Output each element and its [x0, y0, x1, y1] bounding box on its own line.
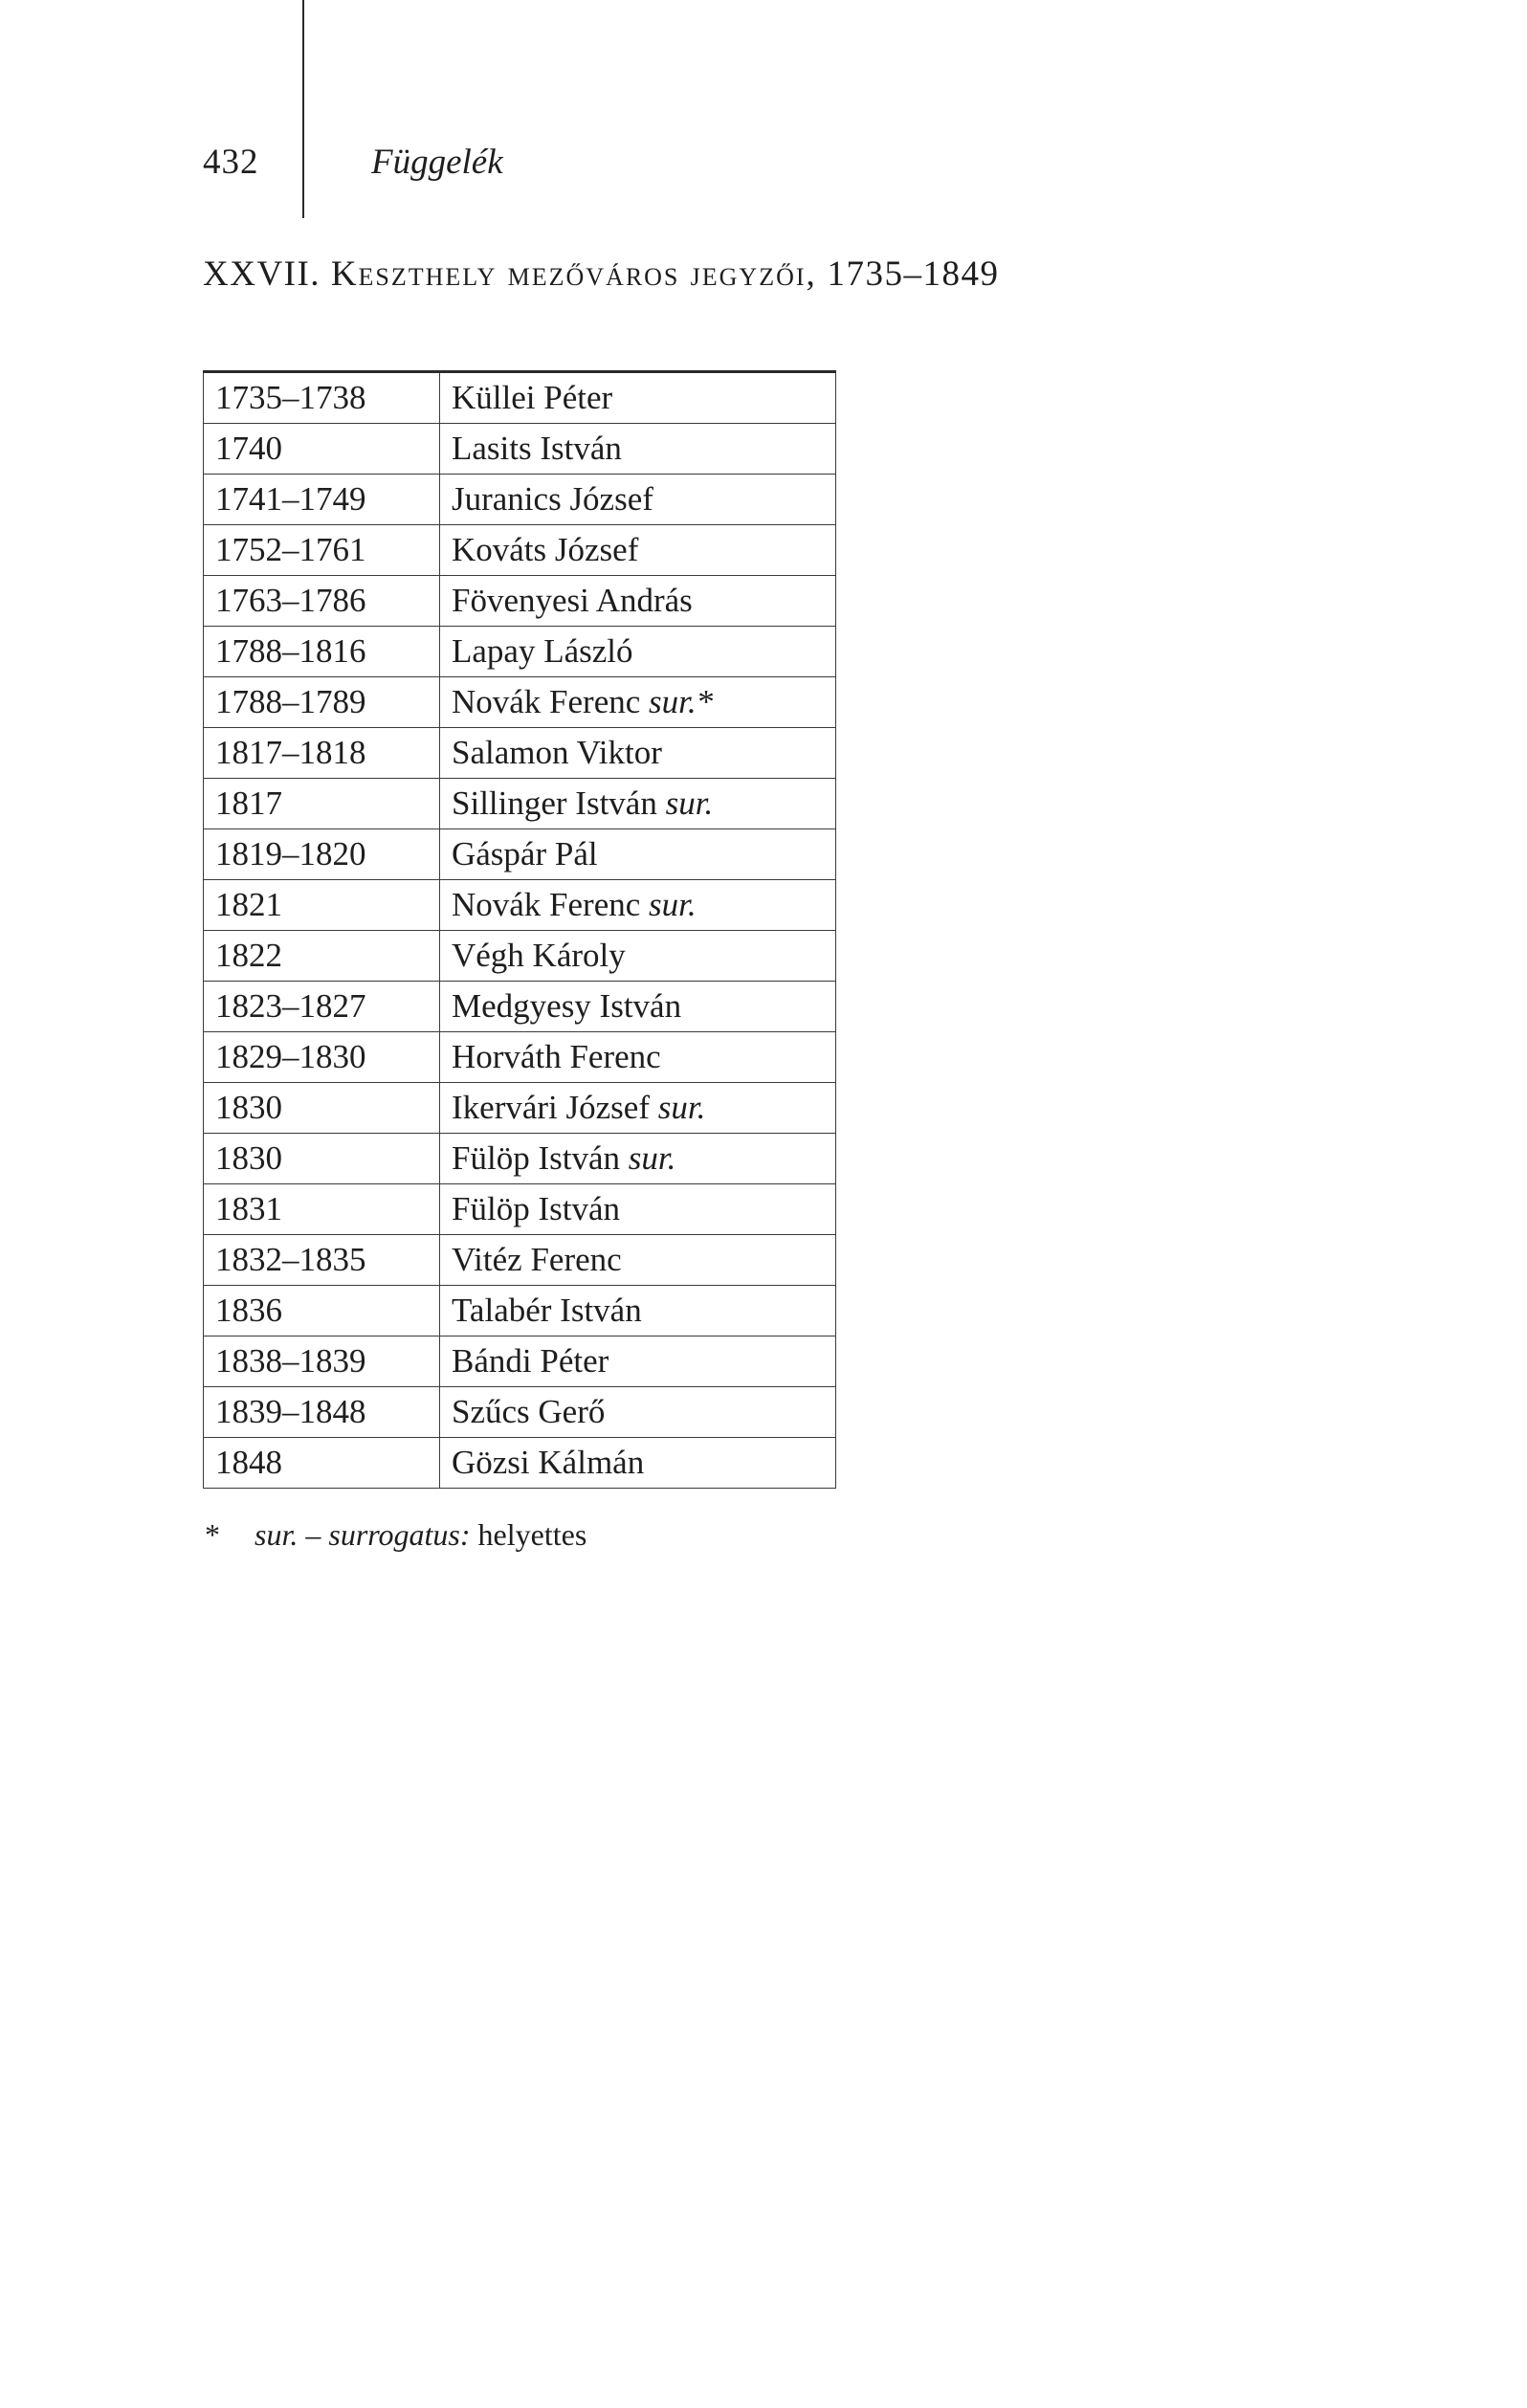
table-row	[204, 1134, 836, 1184]
notary-name: Horváth Ferenc	[452, 1038, 661, 1075]
year-cell: 1836	[204, 1286, 440, 1337]
year-cell: 1741–1749	[204, 475, 440, 525]
year-cell: 1763–1786	[204, 576, 440, 627]
page-number: 432	[203, 143, 259, 182]
notary-name: Novák Ferenc	[452, 886, 641, 923]
table-row	[204, 1032, 836, 1083]
notary-name: Küllei Péter	[452, 379, 613, 416]
year-cell: 1740	[204, 424, 440, 475]
name-cell	[440, 1286, 836, 1337]
section-title	[203, 254, 1000, 295]
notaries-table-body	[204, 372, 836, 1489]
name-cell	[440, 728, 836, 779]
table-row	[204, 880, 836, 931]
notary-name: Vitéz Ferenc	[452, 1241, 622, 1278]
year-cell: 1735–1738	[204, 372, 440, 424]
table-row	[204, 475, 836, 525]
notaries-table	[203, 370, 836, 1489]
notary-name: Juranics József	[452, 480, 653, 518]
name-cell	[440, 627, 836, 677]
name-cell	[440, 779, 836, 829]
year-cell: 1821	[204, 880, 440, 931]
notary-name: Gözsi Kálmán	[452, 1444, 645, 1481]
notary-name: Ikervári József	[452, 1089, 650, 1126]
table-row	[204, 982, 836, 1032]
notary-name: Medgyesy István	[452, 987, 682, 1025]
notary-name: Gáspár Pál	[452, 835, 598, 873]
footnote-abbr: sur.	[254, 1517, 299, 1552]
table-row	[204, 424, 836, 475]
notary-name: Salamon Viktor	[452, 734, 662, 771]
table-row	[204, 1438, 836, 1489]
name-cell	[440, 880, 836, 931]
name-cell	[440, 1387, 836, 1438]
year-cell: 1788–1816	[204, 627, 440, 677]
name-cell	[440, 525, 836, 576]
year-cell: 1848	[204, 1438, 440, 1489]
name-cell	[440, 1337, 836, 1387]
name-cell	[440, 1438, 836, 1489]
year-cell: 1832–1835	[204, 1235, 440, 1286]
footnote-term: surrogatus:	[328, 1517, 471, 1552]
footnote-meaning: helyettes	[477, 1517, 587, 1552]
year-cell: 1830	[204, 1134, 440, 1184]
section-years: 1735–1849	[827, 254, 1000, 294]
notary-name: Fövenyesi András	[452, 582, 693, 619]
table-row	[204, 829, 836, 880]
name-cell	[440, 1032, 836, 1083]
name-cell	[440, 1235, 836, 1286]
table-row	[204, 1184, 836, 1235]
year-cell: 1830	[204, 1083, 440, 1134]
year-cell: 1788–1789	[204, 677, 440, 728]
footnote-dash: –	[305, 1517, 321, 1552]
surrogatus-note: sur.	[628, 1139, 676, 1177]
year-cell: 1829–1830	[204, 1032, 440, 1083]
notary-name: Fülöp István	[452, 1190, 620, 1227]
table-row	[204, 1286, 836, 1337]
year-cell: 1819–1820	[204, 829, 440, 880]
name-cell	[440, 1134, 836, 1184]
table-row	[204, 779, 836, 829]
table-row	[204, 372, 836, 424]
name-cell	[440, 424, 836, 475]
table-row	[204, 576, 836, 627]
surrogatus-note: sur.	[649, 886, 697, 923]
notary-name: Fülöp István	[452, 1139, 620, 1177]
table-row	[204, 1235, 836, 1286]
name-cell	[440, 829, 836, 880]
notary-name: Novák Ferenc	[452, 683, 641, 720]
name-cell	[440, 372, 836, 424]
year-cell: 1823–1827	[204, 982, 440, 1032]
year-cell: 1822	[204, 931, 440, 982]
year-cell: 1752–1761	[204, 525, 440, 576]
surrogatus-note: sur.	[657, 1089, 706, 1126]
name-cell	[440, 931, 836, 982]
table-row	[204, 627, 836, 677]
name-cell	[440, 1184, 836, 1235]
footnote	[205, 1517, 586, 1553]
year-cell: 1817–1818	[204, 728, 440, 779]
year-cell: 1838–1839	[204, 1337, 440, 1387]
running-head: Függelék	[371, 143, 503, 182]
name-cell	[440, 576, 836, 627]
year-cell: 1839–1848	[204, 1387, 440, 1438]
surrogatus-note: sur.	[665, 784, 714, 822]
table-row	[204, 1387, 836, 1438]
section-title-text: Keszthely mezőváros jegyzői,	[330, 254, 817, 294]
notary-name: Bándi Péter	[452, 1342, 609, 1380]
notary-name: Lasits István	[452, 430, 622, 467]
notary-name: Szűcs Gerő	[452, 1393, 606, 1430]
table-row	[204, 728, 836, 779]
name-cell	[440, 475, 836, 525]
notary-name: Sillinger István	[452, 784, 657, 822]
name-cell	[440, 1083, 836, 1134]
surrogatus-note: sur.*	[649, 683, 714, 720]
year-cell: 1831	[204, 1184, 440, 1235]
table-row	[204, 931, 836, 982]
section-number: XXVII.	[203, 254, 321, 294]
table-row	[204, 1083, 836, 1134]
table-row	[204, 677, 836, 728]
name-cell	[440, 982, 836, 1032]
notary-name: Végh Károly	[452, 937, 626, 974]
notary-name: Talabér István	[452, 1292, 642, 1329]
header-divider-rule	[302, 0, 304, 218]
notary-name: Kováts József	[452, 531, 639, 568]
table-row	[204, 1337, 836, 1387]
footnote-mark: *	[205, 1517, 220, 1552]
table-row	[204, 525, 836, 576]
name-cell	[440, 677, 836, 728]
year-cell: 1817	[204, 779, 440, 829]
notary-name: Lapay László	[452, 632, 633, 670]
